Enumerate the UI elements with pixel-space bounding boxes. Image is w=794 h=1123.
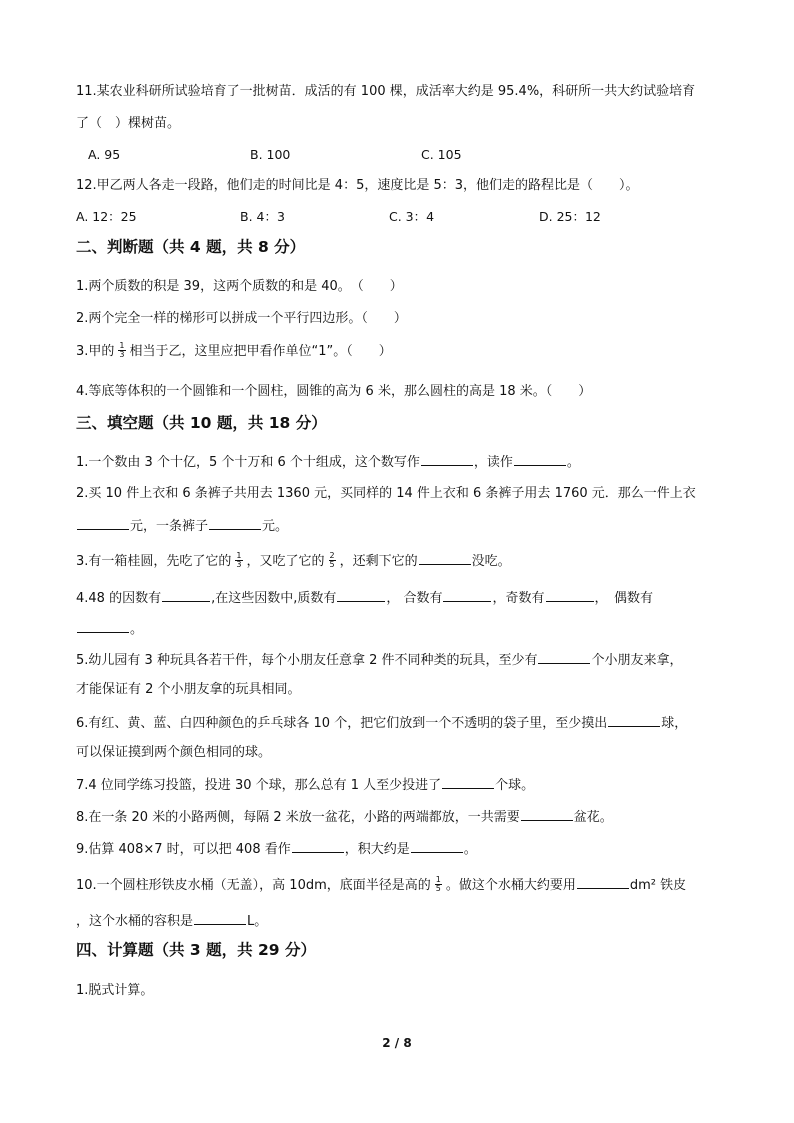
fill-question-1 [76, 452, 580, 472]
fill-q9-text-b: ，积大约是 [344, 842, 410, 857]
fill-q6-text-b: 球， [661, 716, 688, 731]
answer-blank[interactable] [77, 516, 129, 530]
fill-question-6-line-1 [76, 713, 687, 733]
q11-option-c: C. 105 [421, 147, 462, 162]
question-11-line-2: 了（ ）棵树苗。 [76, 116, 181, 131]
fraction-denominator: 5 [435, 884, 441, 893]
question-12: 12.甲乙两人各走一段路，他们走的时间比是 4：5，速度比是 5：3，他们走的路程比是（ ）。 [76, 178, 639, 193]
fraction [435, 876, 442, 893]
answer-blank[interactable] [162, 588, 210, 602]
fraction [118, 342, 125, 359]
fill-q4-text-a: 4.48 的因数有 [76, 591, 162, 606]
answer-blank[interactable] [411, 839, 463, 853]
fraction-denominator: 3 [236, 560, 242, 569]
fill-q10-text-a: 10.一个圆柱形铁皮水桶（无盖），高 10dm，底面半径是高的 [76, 878, 431, 893]
fill-q9-text-a: 9.估算 408×7 时，可以把 408 看作 [76, 842, 291, 857]
answer-blank[interactable] [538, 650, 590, 664]
fill-q3-text-d: 没吃。 [471, 554, 511, 569]
fill-q4-text-b: ,在这些因数中,质数有 [211, 591, 337, 606]
fill-q10-text-b: 。做这个水桶大约要用 [445, 878, 576, 893]
page-number: 2 / 8 [382, 1036, 412, 1050]
q12-option-b: B. 4：3 [240, 209, 285, 224]
fraction-numerator: 1 [236, 551, 242, 560]
fraction-numerator: 1 [119, 341, 125, 350]
fraction [235, 552, 242, 569]
section-judge-heading: 二、判断题（共 4 题，共 8 分） [76, 238, 306, 256]
fraction-numerator: 2 [329, 551, 335, 560]
q12-option-c: C. 3：4 [389, 209, 435, 224]
calc-question-1: 1.脱式计算。 [76, 983, 154, 998]
judge-question-1: 1.两个质数的积是 39，这两个质数的和是 40。 （ ） [76, 279, 403, 294]
q11-option-a: A. 95 [88, 147, 121, 162]
fill-q5-text-b: 个小朋友来拿， [591, 653, 683, 668]
fill-q1-text-b: ，读作 [473, 455, 513, 470]
answer-blank[interactable] [577, 875, 629, 889]
fraction-denominator: 5 [329, 560, 335, 569]
q11-option-b: B. 100 [250, 147, 291, 162]
q12-option-a: A. 12：25 [76, 209, 137, 224]
fill-q1-text-c: 。 [566, 455, 580, 470]
fill-question-2-line-1: 2.买 10 件上衣和 6 条裤子共用去 1360 元，买同样的 14 件上衣和 6 条裤子用去 1760 元．那么一件上衣 [76, 486, 696, 501]
answer-blank[interactable] [608, 713, 660, 727]
fill-q8-text-a: 8.在一条 20 米的小路两侧，每隔 2 米放一盆花，小路的两端都放，一共需要 [76, 810, 520, 825]
fill-q4-text-f: 。 [130, 622, 144, 637]
judge-question-3 [76, 343, 392, 361]
answer-blank[interactable] [77, 619, 129, 633]
fill-q10-text-d: ，这个水桶的容积是 [76, 914, 194, 929]
fill-question-4-line-2 [76, 619, 143, 639]
fill-q7-text-a: 7.4 位同学练习投篮，投进 30 个球，那么总有 1 人至少投进了 [76, 778, 442, 793]
fill-question-10-line-1 [76, 875, 686, 895]
judge-q3-text-b: 相当于乙，这里应把甲看作单位“1”。（ ） [129, 344, 392, 359]
judge-question-4: 4.等底等体积的一个圆锥和一个圆柱，圆锥的高为 6 米，那么圆柱的高是 18 米。（ ） [76, 384, 592, 399]
fill-question-8 [76, 807, 613, 827]
fill-q3-text-c: ，还剩下它的 [339, 554, 418, 569]
fill-question-9 [76, 839, 477, 859]
fill-q2-text-c: 元。 [262, 519, 289, 534]
answer-blank[interactable] [443, 588, 491, 602]
section-fill-heading: 三、填空题（共 10 题，共 18 分） [76, 414, 327, 432]
fill-q6-text-a: 6.有红、黄、蓝、白四种颜色的乒乓球各 10 个，把它们放到一个不透明的袋子里，至少摸出 [76, 716, 608, 731]
fill-q8-text-b: 盆花。 [573, 810, 613, 825]
fraction-numerator: 1 [435, 875, 441, 884]
answer-blank[interactable] [421, 452, 473, 466]
fill-q4-text-c: ， 合数有 [386, 591, 443, 606]
answer-blank[interactable] [337, 588, 385, 602]
fill-q3-text-a: 3.有一箱桂圆，先吃了它的 [76, 554, 232, 569]
answer-blank[interactable] [209, 516, 261, 530]
fill-question-3 [76, 551, 511, 571]
q12-option-d: D. 25：12 [539, 209, 601, 224]
fill-question-10-line-2 [76, 911, 267, 931]
answer-blank[interactable] [546, 588, 594, 602]
fill-question-5-line-1 [76, 650, 683, 670]
question-11-line-1: 11.某农业科研所试验培育了一批树苗．成活的有 100 棵，成活率大约是 95.4%，科研所一共大约试验培育 [76, 84, 696, 99]
fill-q9-text-c: 。 [463, 842, 477, 857]
fill-question-6-line-2: 可以保证摸到两个颜色相同的球。 [76, 745, 272, 760]
fill-question-4-line-1 [76, 588, 653, 608]
fill-q1-text-a: 1.一个数由 3 个十亿，5 个十万和 6 个十组成，这个数写作 [76, 455, 420, 470]
fill-q4-text-d: ，奇数有 [492, 591, 545, 606]
fill-q7-text-b: 个球。 [495, 778, 535, 793]
fraction-denominator: 3 [119, 350, 125, 359]
fraction [329, 552, 336, 569]
answer-blank[interactable] [419, 551, 471, 565]
fill-q3-text-b: ，又吃了它的 [246, 554, 325, 569]
fill-q10-text-c: dm² 铁皮 [629, 878, 687, 893]
fill-q2-text-b: 元，一条裤子 [130, 519, 209, 534]
judge-question-2: 2.两个完全一样的梯形可以拼成一个平行四边形。（ ） [76, 311, 407, 326]
answer-blank[interactable] [442, 775, 494, 789]
fill-q4-text-e: ， 偶数有 [594, 591, 654, 606]
fill-question-5-line-2: 才能保证有 2 个小朋友拿的玩具相同。 [76, 682, 301, 697]
fill-q5-text-a: 5.幼儿园有 3 种玩具各若干件，每个小朋友任意拿 2 件不同种类的玩具，至少有 [76, 653, 538, 668]
fill-question-7 [76, 775, 534, 795]
fill-q10-text-e: L。 [247, 914, 268, 929]
answer-blank[interactable] [514, 452, 566, 466]
answer-blank[interactable] [194, 911, 246, 925]
fill-question-2-line-2 [76, 516, 288, 536]
answer-blank[interactable] [521, 807, 573, 821]
judge-q3-text-a: 3.甲的 [76, 344, 115, 359]
answer-blank[interactable] [292, 839, 344, 853]
section-calc-heading: 四、计算题（共 3 题，共 29 分） [76, 941, 316, 959]
